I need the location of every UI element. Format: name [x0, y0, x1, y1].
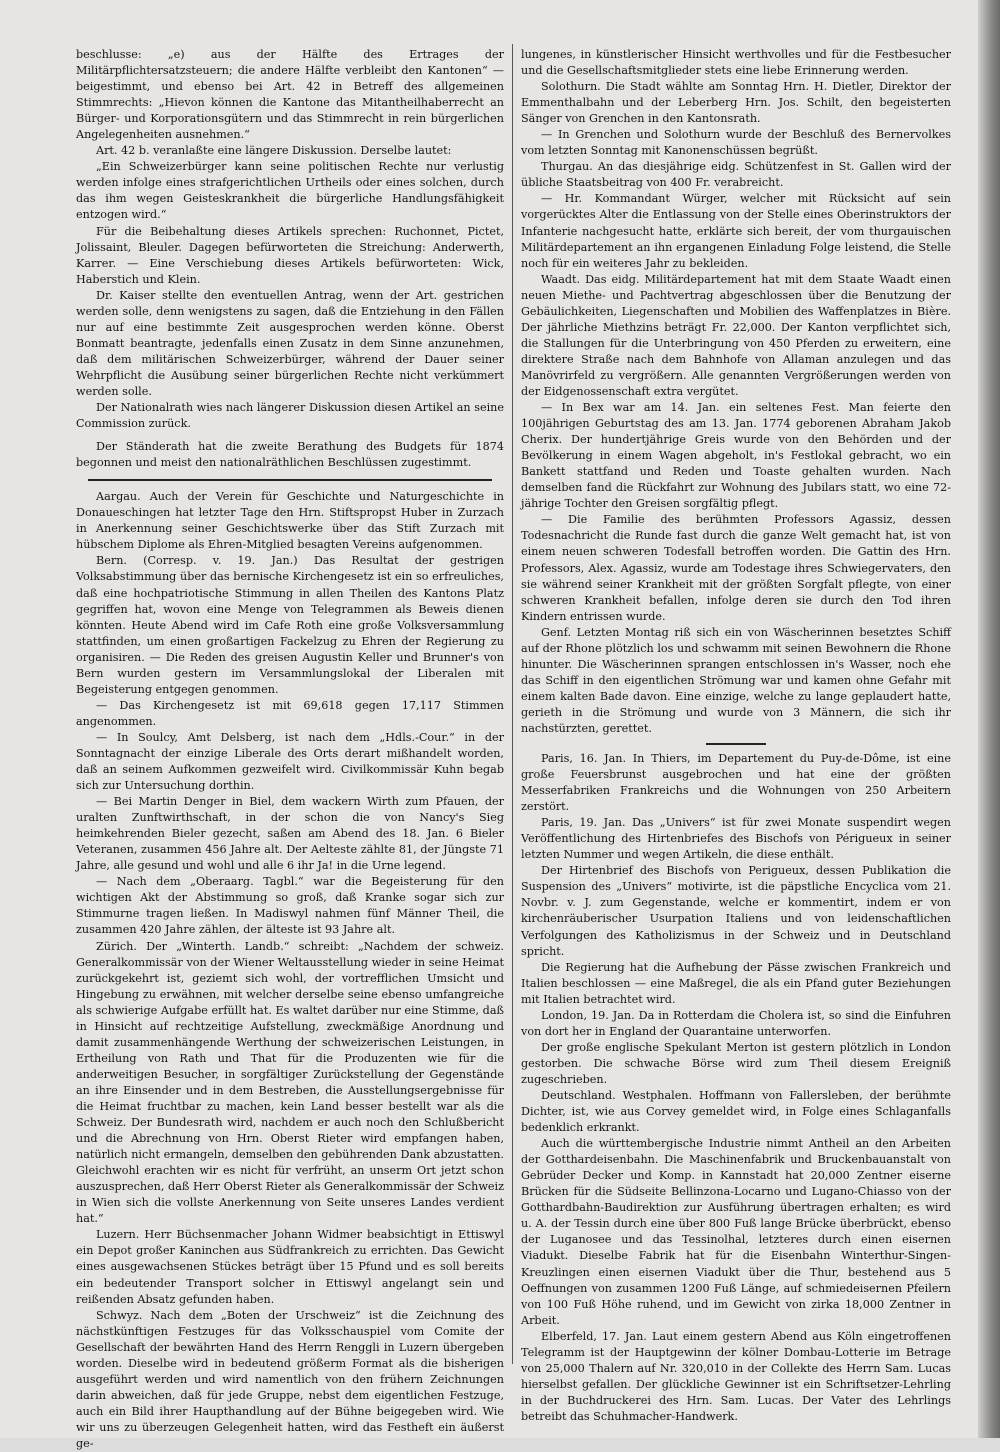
article-paragraph: Auch die württembergische Industrie nimmt Antheil an den Arbeiten der Gotthardeisenbahn. Die Maschinenfabrik und Bruckenbauanstalt von Gebrüder Decker und Komp. in Kannstadt hat 20,000 Zentner eiserne Brücken für die Südseite Bellinzona-Locarno und Lugano-Chiasso von der Gotthardbahn-Baudirektion zur Ausführung übertragen erhalten; es wird u. A. der Tessin durch eine über 800 Fuß lange Brücke überbrückt, ebenso der Luganosee und das Tessinolhal, letzteres durch einen eisernen Viadukt. Dieselbe Fabrik hat für die Eisenbahn Winterthur-Singen-Kreuzlingen einen eisernen Viadukt über die Thur, bestehend aus 5 Oeffnungen von zusammen 1200 Fuß Länge, auf schmiedeisernen Pfeilern von 100 Fuß Höhe ruhend, und im Gewicht von zirka 18,000 Zentner in Arbeit.: [521, 1137, 951, 1327]
left-column: [76, 47, 504, 1452]
article-paragraph: — Nach dem „Oberaarg. Tagbl.“ war die Begeisterung für den wichtigen Akt der Abstimmung so groß, daß Kranke sogar sich zur Stimmurne tragen ließen. In Madiswyl nahmen fünf Männer Theil, die zusammen 420 Jahre zählen, der älteste ist 93 Jahre alt.: [76, 875, 504, 937]
article-paragraph: Solothurn. Die Stadt wählte am Sonntag Hrn. H. Dietler, Direktor der Emmenthalbahn und der Leberberg Hrn. Jos. Schilt, den begeisterten Sänger von Grenchen in den Kantonsrath.: [521, 80, 951, 126]
article-paragraph: Für die Beibehaltung dieses Artikels sprechen: Ruchonnet, Pictet, Jolissaint, Bleuler. Dagegen befürworteten die Streichung: Anderwerth, Karrer. — Eine Verschiebung dieses Artikels befürworteten: Wick, Haberstich und Klein.: [76, 224, 504, 286]
article-paragraph: Die Regierung hat die Aufhebung der Pässe zwischen Frankreich und Italien beschlossen — eine Maßregel, die als ein Pfand guter Beziehungen mit Italien betrachtet wird.: [521, 960, 951, 1006]
article-paragraph: Thurgau. An das diesjährige eidg. Schützenfest in St. Gallen wird der übliche Staatsbeitrag von 400 Fr. verabreicht.: [521, 160, 951, 190]
article-paragraph: Deutschland. Westphalen. Hoffmann von Fallersleben, der berühmte Dichter, ist, wie aus Corvey gemeldet wird, in Folge eines Schlaganfalls bedenklich erkrankt.: [521, 1089, 951, 1135]
article-paragraph: Luzern. Herr Büchsenmacher Johann Widmer beabsichtigt in Ettiswyl ein Depot großer Kaninchen aus Südfrankreich zu errichten. Das Gewicht eines ausgewachsenen Stückes beträgt über 15 Pfund und es soll bereits ein bedeutender Transport solcher in Ettiswyl angelangt sein und reißenden Absatz gefunden haben.: [76, 1228, 504, 1306]
article-paragraph: Dr. Kaiser stellte den eventuellen Antrag, wenn der Art. gestrichen werden solle, denn wenigstens zu sagen, daß die Entziehung in den Fällen nur auf eine bestimmte Zeit ausgesprochen werden könne. Oberst Bonmatt beantragte, jedenfalls einen Zusatz in dem Sinne anzunehmen, daß dem militärischen Schweizerbürger, während der Dauer seiner Wehrpflicht die Ausübung seiner bürgerlichen Rechte nicht verkümmert werden solle.: [76, 288, 504, 398]
article-paragraph: Der Ständerath hat die zweite Berathung des Budgets für 1874 begonnen und meist den nationalräthlichen Beschlüssen zugestimmt.: [76, 440, 504, 470]
article-paragraph: — Die Familie des berühmten Professors Agassiz, dessen Todesnachricht die Runde fast durch die ganze Welt gemacht hat, ist von einem neuen schweren Todesfall betroffen worden. Die Gattin des Hrn. Professors, Alex. Agassiz, wurde am Todestage ihres Schwiegervaters, den sie während seiner Krankheit mit der größten Sorgfalt pflegte, von einer schweren Krankheit befallen, infolge deren sie durch den Tod ihren Kindern entrissen wurde.: [521, 513, 951, 623]
article-paragraph: Aargau. Auch der Verein für Geschichte und Naturgeschichte in Donaueschingen hat letzter Tage den Hrn. Stiftspropst Huber in Zurzach in Anerkennung seiner Geschichtswerke über das Stift Zurzach mit hübschem Diplome als Ehren-Mitglied besagten Vereins aufgenommen.: [76, 490, 504, 552]
article-paragraph: Bern. (Corresp. v. 19. Jan.) Das Resultat der gestrigen Volksabstimmung über das bernische Kirchengesetz ist ein so erfreuliches, daß eine hochpatriotische Stimmung in allen Theilen des Kantons Platz gegriffen hat, wovon eine Menge von Telegrammen als Beweis dienen könnten. Heute Abend wird im Cafe Roth eine große Volksversammlung stattfinden, um einen großartigen Fackelzug zu Ehren der Regierung zu organisiren. — Die Reden des greisen Augustin Keller und Brunner's von Bern wurden gestern im Versammlungslokal der Liberalen mit Begeisterung entgegen genommen.: [76, 554, 504, 696]
page-edge-shadow: [978, 0, 1000, 1438]
column-rule: [512, 44, 513, 1364]
article-paragraph: — In Soulcy, Amt Delsberg, ist nach dem „Hdls.-Cour.“ in der Sonntagnacht der einzige Liberale des Orts derart mißhandelt worden, daß an seinem Aufkommen gezweifelt wird. Civilkommissär Kuhn begab sich zur Untersuchung dorthin.: [76, 730, 504, 793]
article-paragraph: — Bei Martin Denger in Biel, dem wackern Wirth zum Pfauen, der uralten Zunftwirthschaft, in der schon die von Nancy's Sieg heimkehrenden Bieler gezecht, saßen am Abend des 18. Jan. 6 Bieler Veteranen, zusammen 456 Jahre alt. Der Aelteste zählte 81, der Jüngste 71 Jahre, alle gesund und wohl und alle 6 ihr Ja! in die Urne legend.: [76, 795, 504, 873]
article-paragraph: „Ein Schweizerbürger kann seine politischen Rechte nur verlustig werden infolge eines strafgerichtlichen Urtheils oder eines solchen, durch das ihm wegen Geisteskrankheit die bürgerliche Handlungsfähigkeit entzogen wird.“: [76, 160, 504, 222]
article-paragraph: Zürich. Der „Winterth. Landb.“ schreibt: „Nachdem der schweiz. Generalkommissär von der Wiener Weltausstellung wieder in seine Heimat zurückgekehrt ist, geziemt sich wohl, der vortrefflichen Umsicht und Hingebung zu erwähnen, mit welcher derselbe seine ebenso umfangreiche als schwierige Aufgabe erfüllt hat. Es waltet darüber nur eine Stimme, daß in Hinsicht auf rechtzeitige Aufstellung, zweckmäßige Anordnung und damit zusammenhängende Werthung der schweizerischen Leistungen, in Ertheilung von Rath und That für die Produzenten wie für die anderweitigen Besucher, in sorgfältiger Zurückstellung der Gegenstände an ihre Einsender und in dem Bestreben, die Ausstellungsergebnisse für die Heimat fruchtbar zu machen, kein Land besser bestellt war als die Schweiz. Der Bundesrath wird, nachdem er auch noch den Schlußbericht und die Abrechnung von Hrn. Oberst Rieter wird empfangen haben, natürlich nicht ermangeln, demselben den gebührenden Dank abzustatten. Gleichwohl erachten wir es nicht für verfrüht, an unserm Ort jetzt schon auszusprechen, daß Herr Oberst Rieter als Generalkommissär der Schweiz in Wien sich die vollste Anerkennung von Seite unseres Landes verdient hat.“: [76, 939, 504, 1226]
article-paragraph: Der Nationalrath wies nach längerer Diskussion diesen Artikel an seine Commission zurück.: [76, 401, 504, 431]
article-paragraph: beschlusse: „e) aus der Hälfte des Ertrages der Militärpflichtersatzsteuern; die andere Hälfte verbleibt den Kantonen“ — beigestimmt, und ebenso bei Art. 42 in Betreff des allgemeinen Stimmrechts: „Hievon können die Kantone das Mitantheilhaberrecht an Bürger- und Korporationsgütern und das Stimmrecht in rein bürgerlichen Angelegenheiten ausnehmen.“: [76, 48, 504, 142]
article-paragraph: lungenes, in künstlerischer Hinsicht werthvolles und für die Festbesucher und die Gesellschaftsmitglieder stets eine liebe Erinnerung werden.: [521, 48, 951, 78]
article-paragraph: Waadt. Das eidg. Militärdepartement hat mit dem Staate Waadt einen neuen Miethe- und Pachtvertrag abgeschlossen über die Benutzung der Gebäulichkeiten, Liegenschaften und Mobilien des Waffenplatzes in Bière. Der jährliche Miethzins beträgt Fr. 22,000. Der Kanton verpflichtet sich, die Stallungen für die Unterbringung von 450 Pferden zu erweitern, eine direktere Straße nach dem Bahnhofe von Allaman anzulegen und das Manövrirfeld zu vergrößern. Alle genannten Vergrößerungen werden von der Eidgenossenschaft extra vergütet.: [521, 272, 951, 398]
article-paragraph: — Das Kirchengesetz ist mit 69,618 gegen 17,117 Stimmen angenommen.: [76, 698, 504, 728]
section-divider: [706, 743, 766, 745]
article-paragraph: — In Bex war am 14. Jan. ein seltenes Fest. Man feierte den 100jährigen Geburtstag des am 13. Jan. 1774 geborenen Abraham Jakob Cherix. Der hundertjährige Greis wurde von den Behörden und der Bevölkerung in einem Wagen abgeholt, in's Festlokal gebracht, wo ein Bankett stattfand und Reden und Toaste gehalten wurden. Nach demselben fand die Rückfahrt zur Wohnung des Jubilars statt, wo eine 72-jährige Tochter den Greisen sorgfältig pflegt.: [521, 401, 951, 511]
article-paragraph: — Hr. Kommandant Würger, welcher mit Rücksicht auf sein vorgerücktes Alter die Entlassung von der Stelle eines Oberinstruktors der Infanterie nachgesucht hatte, erklärte sich bereit, der vom thurgauischen Militärdepartement an ihn ergangenen Einladung Folge leistend, die Stelle noch für ein weiteres Jahr zu bekleiden.: [521, 192, 951, 270]
article-paragraph: Paris, 19. Jan. Das „Univers“ ist für zwei Monate suspendirt wegen Veröffentlichung des Hirtenbriefes des Bischofs von Périgueux in seiner letzten Nummer und wegen Artikeln, die diese enthält.: [521, 816, 951, 862]
article-paragraph: Elberfeld, 17. Jan. Laut einem gestern Abend aus Köln eingetroffenen Telegramm ist der Hauptgewinn der kölner Dombau-Lotterie im Betrage von 25,000 Thalern auf Nr. 320,010 in der Collekte des Herrn Sam. Lucas hierselbst gefallen. Der glückliche Gewinner ist ein Schriftsetzer-Lehrling in der Buchdruckerei des Hrn. Sam. Lucas. Der Vater des Lehrlings betreibt das Schuhmacher-Handwerk.: [521, 1329, 951, 1423]
article-paragraph: Art. 42 b. veranlaßte eine längere Diskussion. Derselbe lautet:: [96, 144, 452, 158]
article-paragraph: Genf. Letzten Montag riß sich ein von Wäscherinnen besetztes Schiff auf der Rhone plötzlich los und schwamm mit seinen Bewohnern die Rhone hinunter. Die Wäscherinnen sprangen entschlossen in's Wasser, noch ehe das Schiff in den eigentlichen Strömung war und kamen ohne Gefahr mit einem kalten Bade davon. Eine einzige, welche zu lange geplaudert hatte, gerieth in die Strömung und wurde von 3 Männern, die sich ihr nachstürzten, gerettet.: [521, 625, 951, 735]
article-paragraph: Paris, 16. Jan. In Thiers, im Departement du Puy-de-Dôme, ist eine große Feuersbrunst ausgebrochen und hat eine der größten Messerfabriken Frankreichs und die Wohnungen von 250 Arbeitern zerstört.: [521, 752, 951, 814]
right-column: [521, 47, 951, 1425]
section-divider: [88, 479, 492, 481]
article-paragraph: Der Hirtenbrief des Bischofs von Perigueux, dessen Publikation die Suspension des „Univers“ motivirte, ist die päpstliche Encyclica vom 21. Novbr. v. J. zum Gegenstande, welche er kommentirt, indem er von kirchenräuberischer Usurpation Italiens und von leidenschaftlichen Verfolgungen des Katholizismus in der Schweiz und in Deutschland spricht.: [521, 864, 951, 958]
article-paragraph: London, 19. Jan. Da in Rotterdam die Cholera ist, so sind die Einfuhren von dort her in England der Quarantaine unterworfen.: [521, 1008, 951, 1038]
article-paragraph: Schwyz. Nach dem „Boten der Urschweiz“ ist die Zeichnung des nächstkünftigen Festzuges für das Volksschauspiel vom Comite der Gesellschaft der bewährten Hand des Herrn Renggli in Luzern übergeben worden. Dieselbe wird in bedeutend größerm Format als die bisherigen ausgeführt werden und wird namentlich von den frühern Zeichnungen darin abweichen, daß für jede Gruppe, nebst dem eigentlichen Festzuge, auch ein Bild ihrer Haupthandlung auf der Bühne beigegeben wird. Wie wir uns zu überzeugen Gelegenheit hatten, wird das Festheft ein äußerst ge-: [76, 1308, 504, 1450]
article-paragraph: Der große englische Spekulant Merton ist gestern plötzlich in London gestorben. Die schwache Börse wird zum Theil diesem Ereigniß zugeschrieben.: [521, 1040, 951, 1086]
article-paragraph: — In Grenchen und Solothurn wurde der Beschluß des Bernervolkes vom letzten Sonntag mit Kanonenschüssen begrüßt.: [521, 128, 951, 158]
